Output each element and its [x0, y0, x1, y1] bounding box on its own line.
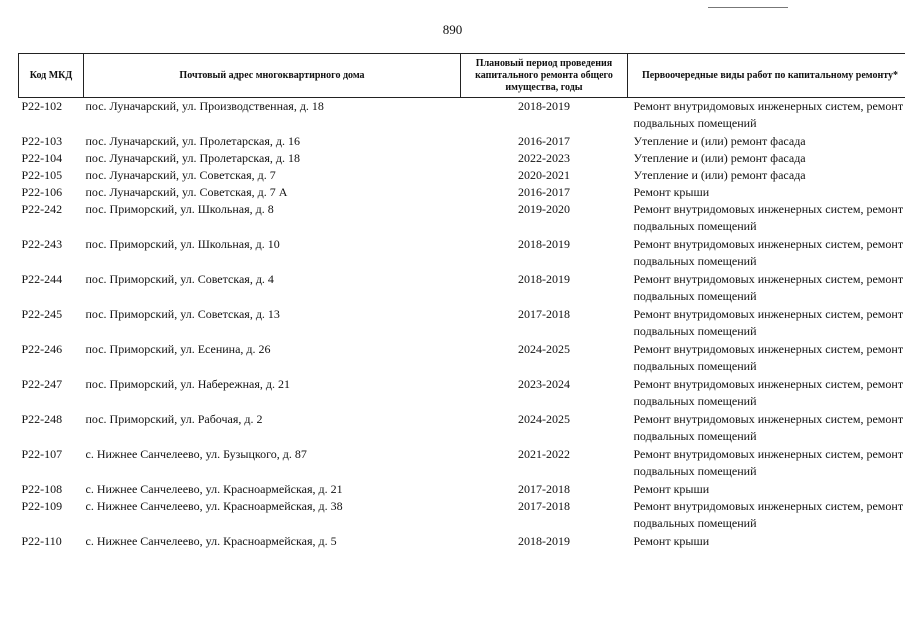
table-row: [19, 201, 905, 236]
cell-works: Ремонт внутридомовых инженерных систем, ремонт подвальных помещений: [633, 377, 904, 408]
cell-address: с. Нижнее Санчелеево, ул. Красноармейская, д. 21: [85, 482, 343, 496]
cell-period: 2018-2019: [518, 237, 570, 251]
cell-address: пос. Приморский, ул. Советская, д. 4: [85, 272, 274, 286]
cell-code: Р22-243: [21, 237, 63, 251]
cell-address: пос. Приморский, ул. Есенина, д. 26: [85, 342, 271, 356]
cell-period: 2017-2018: [518, 482, 570, 496]
cell-period: 2018-2019: [518, 99, 570, 113]
table-row: [19, 341, 905, 376]
cell-works: Ремонт внутридомовых инженерных систем, ремонт подвальных помещений: [633, 412, 904, 443]
cell-period: 2016-2017: [518, 134, 570, 148]
table-row: [19, 236, 905, 271]
repair-schedule-table: [18, 53, 905, 550]
cell-address: с. Нижнее Санчелеево, ул. Красноармейская, д. 38: [85, 499, 343, 513]
cell-works: Ремонт внутридомовых инженерных систем, ремонт подвальных помещений: [633, 447, 904, 478]
table-row: [19, 150, 905, 167]
cell-code: Р22-248: [21, 412, 63, 426]
cell-works: Ремонт внутридомовых инженерных систем, ремонт подвальных помещений: [633, 272, 904, 303]
cell-works: Ремонт внутридомовых инженерных систем, ремонт подвальных помещений: [633, 307, 904, 338]
table-row: [19, 133, 905, 150]
cell-address: пос. Луначарский, ул. Пролетарская, д. 16: [85, 134, 300, 148]
cell-code: Р22-104: [21, 151, 63, 165]
cell-code: Р22-107: [21, 447, 63, 461]
cell-code: Р22-242: [21, 202, 63, 216]
cell-address: пос. Приморский, ул. Набережная, д. 21: [85, 377, 290, 391]
cell-works: Ремонт крыши: [633, 185, 710, 199]
header-address: Почтовый адрес многоквартирного дома: [84, 54, 461, 98]
cell-code: Р22-106: [21, 185, 63, 199]
cell-period: 2018-2019: [518, 272, 570, 286]
cell-works: Ремонт крыши: [633, 534, 710, 548]
cell-period: 2020-2021: [518, 168, 570, 182]
table-row: [19, 184, 905, 201]
cell-period: 2021-2022: [518, 447, 570, 461]
table-row: [19, 167, 905, 184]
cell-code: Р22-102: [21, 99, 63, 113]
table-body: [19, 98, 905, 551]
cell-address: пос. Луначарский, ул. Производственная, д. 18: [85, 99, 324, 113]
header-row: [19, 54, 905, 98]
cell-code: Р22-108: [21, 482, 63, 496]
cell-address: пос. Приморский, ул. Советская, д. 13: [85, 307, 280, 321]
cell-period: 2022-2023: [518, 151, 570, 165]
cell-period: 2017-2018: [518, 307, 570, 321]
table-row: [19, 98, 905, 134]
table-row: [19, 498, 905, 533]
cell-works: Утепление и (или) ремонт фасада: [633, 168, 806, 182]
cell-works: Ремонт внутридомовых инженерных систем, ремонт подвальных помещений: [633, 237, 904, 268]
cell-works: Ремонт крыши: [633, 482, 710, 496]
cell-address: пос. Приморский, ул. Школьная, д. 8: [85, 202, 274, 216]
cell-code: Р22-244: [21, 272, 63, 286]
cell-code: Р22-110: [21, 534, 62, 548]
cell-address: пос. Луначарский, ул. Советская, д. 7 А: [85, 185, 288, 199]
cell-period: 2017-2018: [518, 499, 570, 513]
cell-code: Р22-105: [21, 168, 63, 182]
cell-code: Р22-109: [21, 499, 63, 513]
cell-address: пос. Приморский, ул. Рабочая, д. 2: [85, 412, 263, 426]
cell-code: Р22-246: [21, 342, 63, 356]
table-row: [19, 376, 905, 411]
cell-code: Р22-247: [21, 377, 63, 391]
cell-period: 2019-2020: [518, 202, 570, 216]
cell-code: Р22-103: [21, 134, 63, 148]
table-row: [19, 306, 905, 341]
cell-period: 2016-2017: [518, 185, 570, 199]
table-row: [19, 271, 905, 306]
header-code: Код МКД: [19, 54, 84, 98]
cell-works: Ремонт внутридомовых инженерных систем, ремонт подвальных помещений: [633, 342, 904, 373]
table-row: [19, 411, 905, 446]
cell-code: Р22-245: [21, 307, 63, 321]
header-period: Плановый период проведения капитального ремонта общего имущества, годы: [461, 54, 628, 98]
cell-address: пос. Приморский, ул. Школьная, д. 10: [85, 237, 280, 251]
cell-address: с. Нижнее Санчелеево, ул. Красноармейская, д. 5: [85, 534, 337, 548]
cell-address: пос. Луначарский, ул. Советская, д. 7: [85, 168, 276, 182]
cell-works: Ремонт внутридомовых инженерных систем, ремонт подвальных помещений: [633, 99, 904, 130]
cell-works: Ремонт внутридомовых инженерных систем, ремонт подвальных помещений: [633, 202, 904, 233]
cell-period: 2024-2025: [518, 412, 570, 426]
cell-works: Утепление и (или) ремонт фасада: [633, 151, 806, 165]
cell-period: 2018-2019: [518, 534, 570, 548]
page-number: 890: [442, 22, 463, 37]
table-header: [19, 54, 905, 98]
cell-works: Утепление и (или) ремонт фасада: [633, 134, 806, 148]
table-row: [19, 533, 905, 550]
table-row: [19, 481, 905, 498]
cell-period: 2023-2024: [518, 377, 570, 391]
cell-address: пос. Луначарский, ул. Пролетарская, д. 18: [85, 151, 300, 165]
cell-period: 2024-2025: [518, 342, 570, 356]
cell-works: Ремонт внутридомовых инженерных систем, ремонт подвальных помещений: [633, 499, 904, 530]
scan-artifact-line: [708, 7, 788, 8]
table-row: [19, 446, 905, 481]
header-works: Первоочередные виды работ по капитальному ремонту*: [628, 54, 905, 98]
cell-address: с. Нижнее Санчелеево, ул. Бузыцкого, д. 87: [85, 447, 307, 461]
